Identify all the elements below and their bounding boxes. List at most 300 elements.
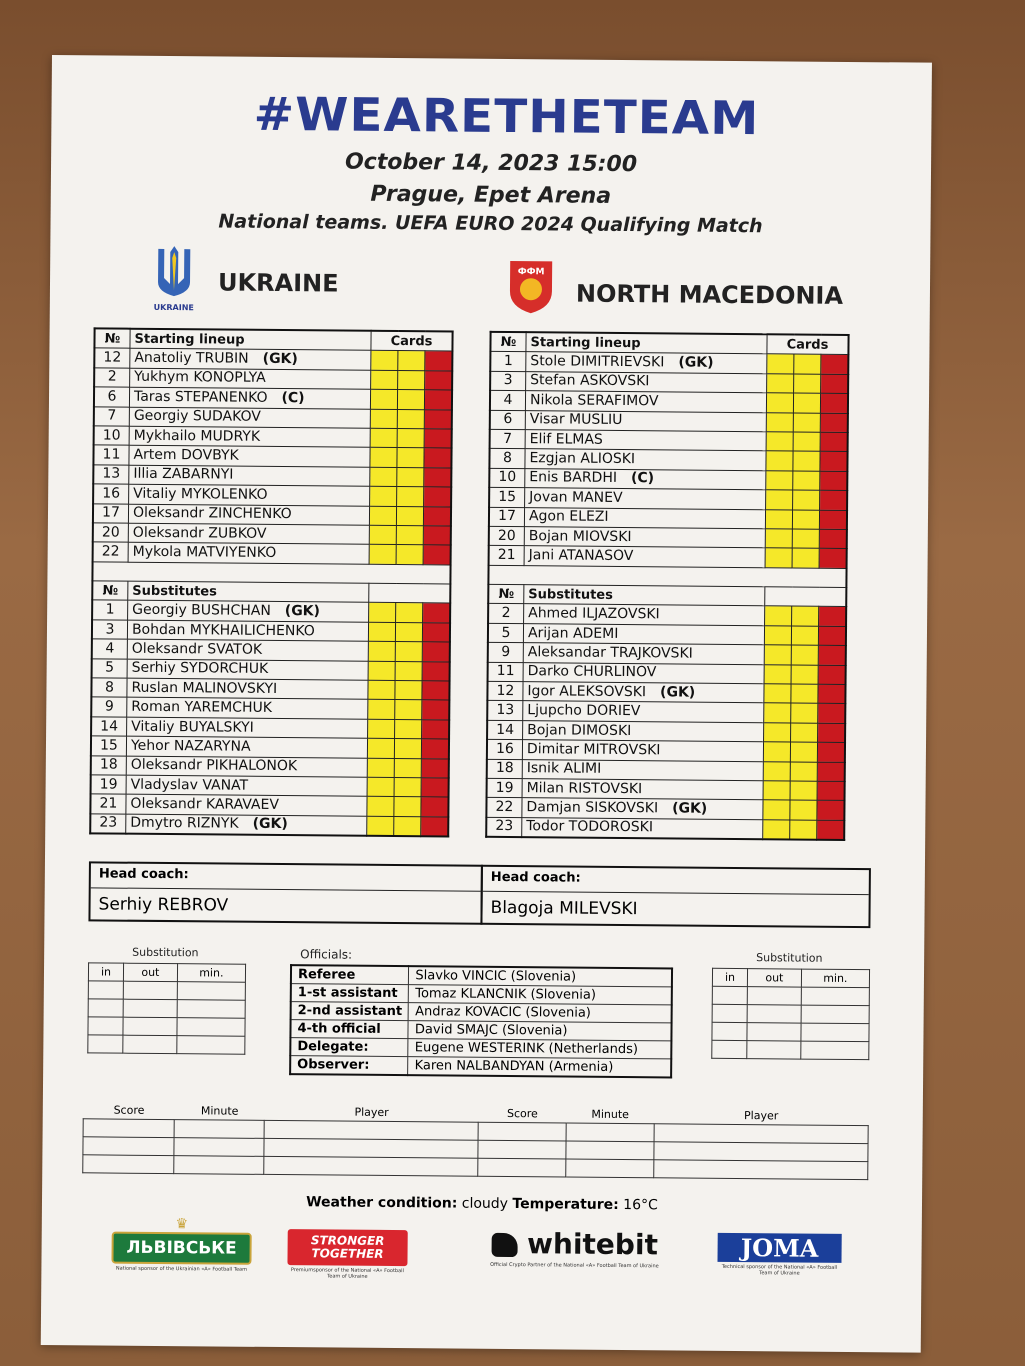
player-number: 14 <box>91 717 127 737</box>
yellow-card-cell <box>765 509 792 529</box>
official-role: Referee <box>291 965 409 985</box>
yellow-card-cell <box>793 490 820 510</box>
substitution-row <box>712 1022 869 1041</box>
player-name-cell <box>128 542 369 563</box>
yellow-card-cell <box>368 680 395 700</box>
player-name-cell <box>126 775 367 796</box>
player-name: Jovan MANEV <box>529 488 623 506</box>
yellow-card-cell <box>395 681 422 701</box>
player-number: 3 <box>490 371 526 391</box>
yellow-card-cell <box>766 393 793 413</box>
player-name-cell <box>522 817 763 839</box>
scoring-cell <box>478 1122 566 1141</box>
substitution-col-1: out <box>747 969 801 987</box>
red-card-cell <box>424 467 452 487</box>
away-coach-name: Blagoja MILEVSKI <box>490 897 638 920</box>
lineup-sheet <box>41 55 932 1353</box>
player-number: 13 <box>487 701 523 721</box>
player-number: 5 <box>92 659 128 679</box>
col-number-header: № <box>488 584 524 604</box>
player-name-cell <box>126 736 367 757</box>
player-name-cell <box>525 488 766 509</box>
player-number: 2 <box>94 368 130 388</box>
officials-title: Officials: <box>300 947 353 962</box>
player-name-cell <box>524 604 765 625</box>
player-number: 23 <box>486 817 522 837</box>
red-card-cell <box>817 781 845 801</box>
yellow-card-cell <box>398 351 425 371</box>
weather-value: cloudy <box>461 1195 509 1213</box>
player-name: Taras STEPANENKO <box>133 388 268 406</box>
player-number: 1 <box>490 352 526 372</box>
player-number: 10 <box>94 426 130 446</box>
svg-text:ФФМ: ФФМ <box>517 267 545 278</box>
official-role: 4-th official <box>290 1020 408 1039</box>
yellow-card-cell <box>791 645 818 665</box>
scoring-col-header: Score <box>113 1103 145 1117</box>
player-name: Igor ALEKSOVSKI <box>527 682 647 700</box>
player-name-cell <box>523 720 764 741</box>
player-number: 4 <box>92 639 128 659</box>
scoring-cell <box>566 1159 654 1178</box>
player-number: 21 <box>489 546 525 566</box>
player-number: 1 <box>92 600 128 620</box>
substitution-cell <box>88 981 123 999</box>
yellow-card-cell <box>763 819 790 839</box>
player-tag: (GK) <box>262 350 298 368</box>
player-name-cell <box>525 410 766 431</box>
player-name: Darko CHURLINOV <box>527 663 657 681</box>
yellow-card-cell <box>370 486 397 506</box>
yellow-card-cell <box>793 471 820 491</box>
player-name: Nikola SERAFIMOV <box>529 392 659 410</box>
yellow-card-cell <box>765 529 792 549</box>
yellow-card-cell <box>791 626 818 646</box>
player-name: Illia ZABARNYI <box>133 466 234 484</box>
yellow-card-cell <box>790 800 817 820</box>
player-number: 2 <box>488 604 524 624</box>
yellow-card-cell <box>766 412 793 432</box>
yellow-card-cell <box>766 432 793 452</box>
red-card-cell <box>819 529 847 549</box>
player-number: 18 <box>487 759 523 779</box>
substitute-row <box>486 817 844 840</box>
player-name: Oleksandr ZUBKOV <box>132 524 267 542</box>
red-card-cell <box>818 665 846 685</box>
yellow-card-cell <box>368 700 395 720</box>
yellow-card-cell <box>790 742 817 762</box>
player-name: Milan RISTOVSKI <box>526 779 643 797</box>
substitution-header-row <box>712 968 869 987</box>
red-card-cell <box>424 409 452 429</box>
player-name-cell <box>126 814 367 836</box>
away-coach-label: Head coach: <box>483 867 869 895</box>
red-card-cell <box>424 390 452 410</box>
official-name: David SMAJC (Slovenia) <box>408 1021 672 1041</box>
red-card-cell <box>421 739 449 759</box>
yellow-card-cell <box>764 664 791 684</box>
player-number: 12 <box>94 348 130 368</box>
substitution-cell <box>801 1041 869 1060</box>
player-number: 20 <box>93 523 129 543</box>
yellow-card-cell <box>790 762 817 782</box>
yellow-card-cell <box>370 409 397 429</box>
substitution-cell <box>801 1023 869 1042</box>
scoring-cell <box>566 1141 654 1160</box>
scoring-col-header: Score <box>506 1107 538 1121</box>
substitution-row <box>88 1017 245 1036</box>
scoring-cell <box>566 1123 654 1142</box>
red-card-cell <box>817 762 845 782</box>
scoring-cell <box>478 1158 566 1177</box>
player-number: 19 <box>487 778 523 798</box>
yellow-card-cell <box>792 509 819 529</box>
substitution-cell <box>712 1022 747 1040</box>
scoring-cell <box>174 1156 264 1175</box>
official-name: Karen NALBANDYAN (Armenia) <box>408 1057 672 1078</box>
yellow-card-cell <box>792 548 819 568</box>
red-card-cell <box>424 429 452 449</box>
player-name: Ljupcho DORIEV <box>527 702 641 720</box>
official-name: Andraz KOVACIC (Slovenia) <box>409 1003 673 1023</box>
yellow-card-cell <box>367 816 394 836</box>
yellow-card-cell <box>371 351 398 371</box>
player-number: 21 <box>90 794 126 814</box>
sponsor-logo-whitebit <box>490 1227 660 1261</box>
yellow-card-cell <box>395 719 422 739</box>
svg-text:UKRAINE: UKRAINE <box>153 302 194 313</box>
substitution-cell <box>123 1017 177 1035</box>
sponsor-caption-stronger-together: Premiumsponsor of the National «A» Football Team of Ukraine <box>290 1267 404 1280</box>
substitution-row <box>88 981 245 1000</box>
weather-line <box>42 1192 922 1216</box>
col-cards-header: Cards <box>371 331 453 352</box>
scoring-cell <box>264 1120 478 1140</box>
yellow-card-cell <box>367 738 394 758</box>
yellow-card-cell <box>369 506 396 526</box>
match-competition: National teams. UEFA EURO 2024 Qualifying Match <box>218 210 763 238</box>
substitution-cell <box>177 1018 245 1037</box>
player-name-cell <box>127 698 368 719</box>
red-card-cell <box>422 642 450 662</box>
red-card-cell <box>819 607 847 627</box>
yellow-card-cell <box>394 739 421 759</box>
scoring-cell <box>264 1138 478 1158</box>
player-name: Mykhailo MUDRYK <box>133 427 261 445</box>
player-name-cell <box>522 740 763 761</box>
substitution-col-1: out <box>123 963 177 981</box>
col-substitutes-header: Substitutes <box>128 581 369 602</box>
player-name-cell <box>128 601 369 622</box>
yellow-card-cell <box>790 781 817 801</box>
player-name: Dmytro RIZNYK <box>130 815 239 833</box>
red-card-cell <box>818 704 846 724</box>
player-name-cell <box>524 507 765 528</box>
red-card-cell <box>424 448 452 468</box>
yellow-card-cell <box>397 390 424 410</box>
yellow-card-cell <box>793 432 820 452</box>
yellow-card-cell <box>791 703 818 723</box>
yellow-card-cell <box>395 622 422 642</box>
substitution-cell <box>123 999 177 1017</box>
yellow-card-cell <box>790 820 817 840</box>
away-substitution-grid <box>711 968 870 1060</box>
player-number: 18 <box>91 755 127 775</box>
substitution-header-row <box>88 963 245 982</box>
official-role: 1-st assistant <box>291 984 409 1003</box>
player-number: 23 <box>90 814 126 834</box>
home-coach-label: Head coach: <box>91 863 481 891</box>
red-card-cell <box>423 506 451 526</box>
yellow-card-cell <box>793 451 820 471</box>
yellow-card-cell <box>764 703 791 723</box>
player-name-cell <box>129 407 370 428</box>
substitution-cell <box>747 987 801 1005</box>
player-name-cell <box>128 504 369 525</box>
player-tag: (GK) <box>252 816 288 833</box>
yellow-card-cell <box>370 448 397 468</box>
substitution-cell <box>177 1036 245 1055</box>
yellow-card-cell <box>791 684 818 704</box>
player-number: 15 <box>489 487 525 507</box>
red-card-cell <box>424 487 452 507</box>
player-name: Visar MUSLIU <box>529 411 623 429</box>
player-name-cell <box>526 352 767 373</box>
yellow-card-cell <box>396 545 423 565</box>
substitution-cell <box>747 1041 801 1059</box>
red-card-cell <box>821 374 849 394</box>
player-number: 14 <box>487 720 523 740</box>
yellow-card-cell <box>791 665 818 685</box>
yellow-card-cell <box>396 525 423 545</box>
red-card-cell <box>423 545 451 565</box>
yellow-card-cell <box>367 797 394 817</box>
player-number: 5 <box>488 623 524 643</box>
official-name: Tomaz KLANCNIK (Slovenia) <box>409 985 673 1005</box>
substitution-cell <box>177 982 245 1001</box>
substitution-cell <box>747 1005 801 1023</box>
official-name: Eugene WESTERINK (Netherlands) <box>408 1039 672 1059</box>
yellow-card-cell <box>794 374 821 394</box>
player-name-cell <box>129 465 370 486</box>
yellow-card-cell <box>370 428 397 448</box>
red-card-cell <box>820 471 848 491</box>
home-substitution-grid <box>87 962 246 1054</box>
substitution-cell <box>88 1017 123 1035</box>
red-card-cell <box>817 742 845 762</box>
home-lineup-table <box>89 327 453 837</box>
substitution-cell <box>801 987 869 1006</box>
yellow-card-cell <box>793 393 820 413</box>
yellow-card-cell <box>395 642 422 662</box>
player-number: 6 <box>94 387 130 407</box>
substitution-row <box>712 986 869 1005</box>
yellow-card-cell <box>794 354 821 374</box>
yellow-card-cell <box>369 525 396 545</box>
scoring-col-header: Minute <box>591 1107 630 1122</box>
player-name: Serhiy SYDORCHUK <box>131 660 269 678</box>
red-card-cell <box>421 817 449 837</box>
scoring-cell <box>174 1120 264 1139</box>
player-name-cell <box>126 756 367 777</box>
yellow-card-cell <box>765 606 792 626</box>
substitution-col-2: min. <box>801 969 869 988</box>
substitute-row <box>90 814 448 837</box>
player-name-cell <box>128 523 369 544</box>
player-name: Elif ELMAS <box>529 430 603 448</box>
red-card-cell <box>818 723 846 743</box>
sponsor-caption-whitebit: Official Crypto Partner of the National «A» Football Team of Ukraine <box>490 1261 659 1270</box>
player-number: 22 <box>486 798 522 818</box>
yellow-card-cell <box>396 506 423 526</box>
yellow-card-cell <box>396 603 423 623</box>
red-card-cell <box>421 778 449 798</box>
player-name: Ezgjan ALIOSKI <box>529 450 636 468</box>
player-number: 22 <box>93 542 129 562</box>
red-card-cell <box>422 700 450 720</box>
temperature-label: Temperature: <box>512 1196 619 1213</box>
sponsor-caption-joma: Technical sponsor of the National «A» Football Team of Ukraine <box>721 1263 838 1277</box>
player-name-cell <box>127 620 368 641</box>
player-name: Ahmed ILJAZOVSKI <box>528 605 660 623</box>
player-name: Georgiy SUDAKOV <box>133 407 261 426</box>
yellow-card-cell <box>397 409 424 429</box>
red-card-cell <box>818 645 846 665</box>
player-number: 3 <box>92 620 128 640</box>
red-card-cell <box>421 797 449 817</box>
yellow-card-cell <box>766 490 793 510</box>
player-name: Dimitar MITROVSKI <box>526 741 661 759</box>
player-name: Vladyslav VANAT <box>130 776 249 794</box>
red-card-cell <box>425 351 453 371</box>
red-card-cell <box>818 684 846 704</box>
player-name: Georgiy BUSHCHAN <box>132 601 271 620</box>
player-name-cell <box>524 546 765 567</box>
col-blank-header <box>765 587 847 607</box>
player-number: 7 <box>490 429 526 449</box>
yellow-card-cell <box>369 545 396 565</box>
col-number-header: № <box>94 328 130 348</box>
player-name: Damjan SISKOVSKI <box>526 799 659 817</box>
player-name: Jani ATANASOV <box>528 547 634 565</box>
yellow-card-cell <box>765 548 792 568</box>
player-name-cell <box>130 349 371 370</box>
scoring-cell <box>654 1160 868 1180</box>
yellow-card-cell <box>764 723 791 743</box>
player-number: 20 <box>489 526 525 546</box>
sponsor-whitebit <box>489 1227 659 1269</box>
yellow-card-cell <box>394 758 421 778</box>
player-name-cell <box>526 371 767 392</box>
red-card-cell <box>820 393 848 413</box>
away-team-name: NORTH MACEDONIA <box>575 279 844 310</box>
yellow-card-cell <box>397 487 424 507</box>
whitebit-mark-icon <box>491 1233 517 1257</box>
player-tag: (GK) <box>284 603 321 620</box>
player-number: 8 <box>489 449 525 469</box>
substitution-cell <box>88 1035 123 1053</box>
player-name: Oleksandr PIKHALONOK <box>130 756 298 775</box>
player-name-cell <box>525 391 766 412</box>
yellow-card-cell <box>395 700 422 720</box>
player-name: Oleksandr KARAVAEV <box>130 795 280 814</box>
substitution-cell <box>88 999 123 1017</box>
yellow-card-cell <box>764 626 791 646</box>
substitution-cell <box>123 1035 177 1053</box>
hashtag-title: #WEARETHETEAM <box>253 86 760 146</box>
home-head-coach-box <box>88 861 483 924</box>
player-number: 10 <box>489 468 525 488</box>
player-name-cell <box>127 659 368 680</box>
col-starting-header: Starting lineup <box>526 332 767 354</box>
scoring-cell <box>264 1156 478 1176</box>
red-card-cell <box>422 661 450 681</box>
scoring-cell <box>654 1124 868 1144</box>
player-name: Agon ELEZI <box>528 508 609 526</box>
player-name: Todor TODOROSKI <box>526 818 654 836</box>
red-card-cell <box>819 510 847 530</box>
yellow-card-cell <box>395 661 422 681</box>
player-name-cell <box>523 643 764 664</box>
yellow-card-cell <box>370 389 397 409</box>
player-name-cell <box>130 368 371 389</box>
player-tag: (GK) <box>672 800 708 817</box>
player-name: Isnik ALIMI <box>526 760 602 778</box>
player-tag: (GK) <box>660 684 696 701</box>
yellow-card-cell <box>368 661 395 681</box>
yellow-card-cell <box>367 758 394 778</box>
yellow-card-cell <box>371 370 398 390</box>
sponsor-lvivske: ♛ ЛЬВІВСЬКЕ National sponsor of the Ukrainian «A» Football Team <box>111 1216 251 1273</box>
red-card-cell <box>820 490 848 510</box>
yellow-card-cell <box>793 413 820 433</box>
home-substitution-title: Substitution <box>132 945 199 960</box>
player-number: 17 <box>489 507 525 527</box>
yellow-card-cell <box>367 777 394 797</box>
player-name: Enis BARDHI <box>529 469 618 487</box>
player-name: Arijan ADEMI <box>527 624 619 642</box>
official-name: Slavko VINCIC (Slovenia) <box>409 966 673 987</box>
player-number: 16 <box>93 484 129 504</box>
player-name-cell <box>127 639 368 660</box>
player-name: Artem DOVBYK <box>133 446 239 464</box>
player-name: Mykola MATVIYENKO <box>132 543 277 561</box>
yellow-card-cell <box>763 761 790 781</box>
scoring-table <box>82 1101 869 1180</box>
red-card-cell <box>425 371 453 391</box>
home-coach-name: Serhiy REBROV <box>98 894 229 916</box>
col-cards-header: Cards <box>767 334 849 355</box>
red-card-cell <box>423 603 451 623</box>
temperature-value: 16°C <box>623 1197 658 1214</box>
player-name-cell <box>126 795 367 816</box>
ukraine-trident-logo <box>150 244 199 314</box>
yellow-card-cell <box>397 448 424 468</box>
substitution-cell <box>747 1023 801 1041</box>
yellow-card-cell <box>369 603 396 623</box>
substitution-cell <box>177 1000 245 1019</box>
official-row <box>290 1056 672 1078</box>
player-name: Roman YAREMCHUK <box>131 698 273 717</box>
substitution-row <box>88 999 245 1018</box>
player-number: 6 <box>490 410 526 430</box>
yellow-card-cell <box>764 684 791 704</box>
whitebit-wordmark: whitebit <box>526 1227 659 1262</box>
player-name: Anatoliy TRUBIN <box>134 349 249 367</box>
col-number-header: № <box>490 332 526 352</box>
away-substitution-title: Substitution <box>756 951 823 965</box>
player-name: Oleksandr ZINCHENKO <box>132 504 292 523</box>
